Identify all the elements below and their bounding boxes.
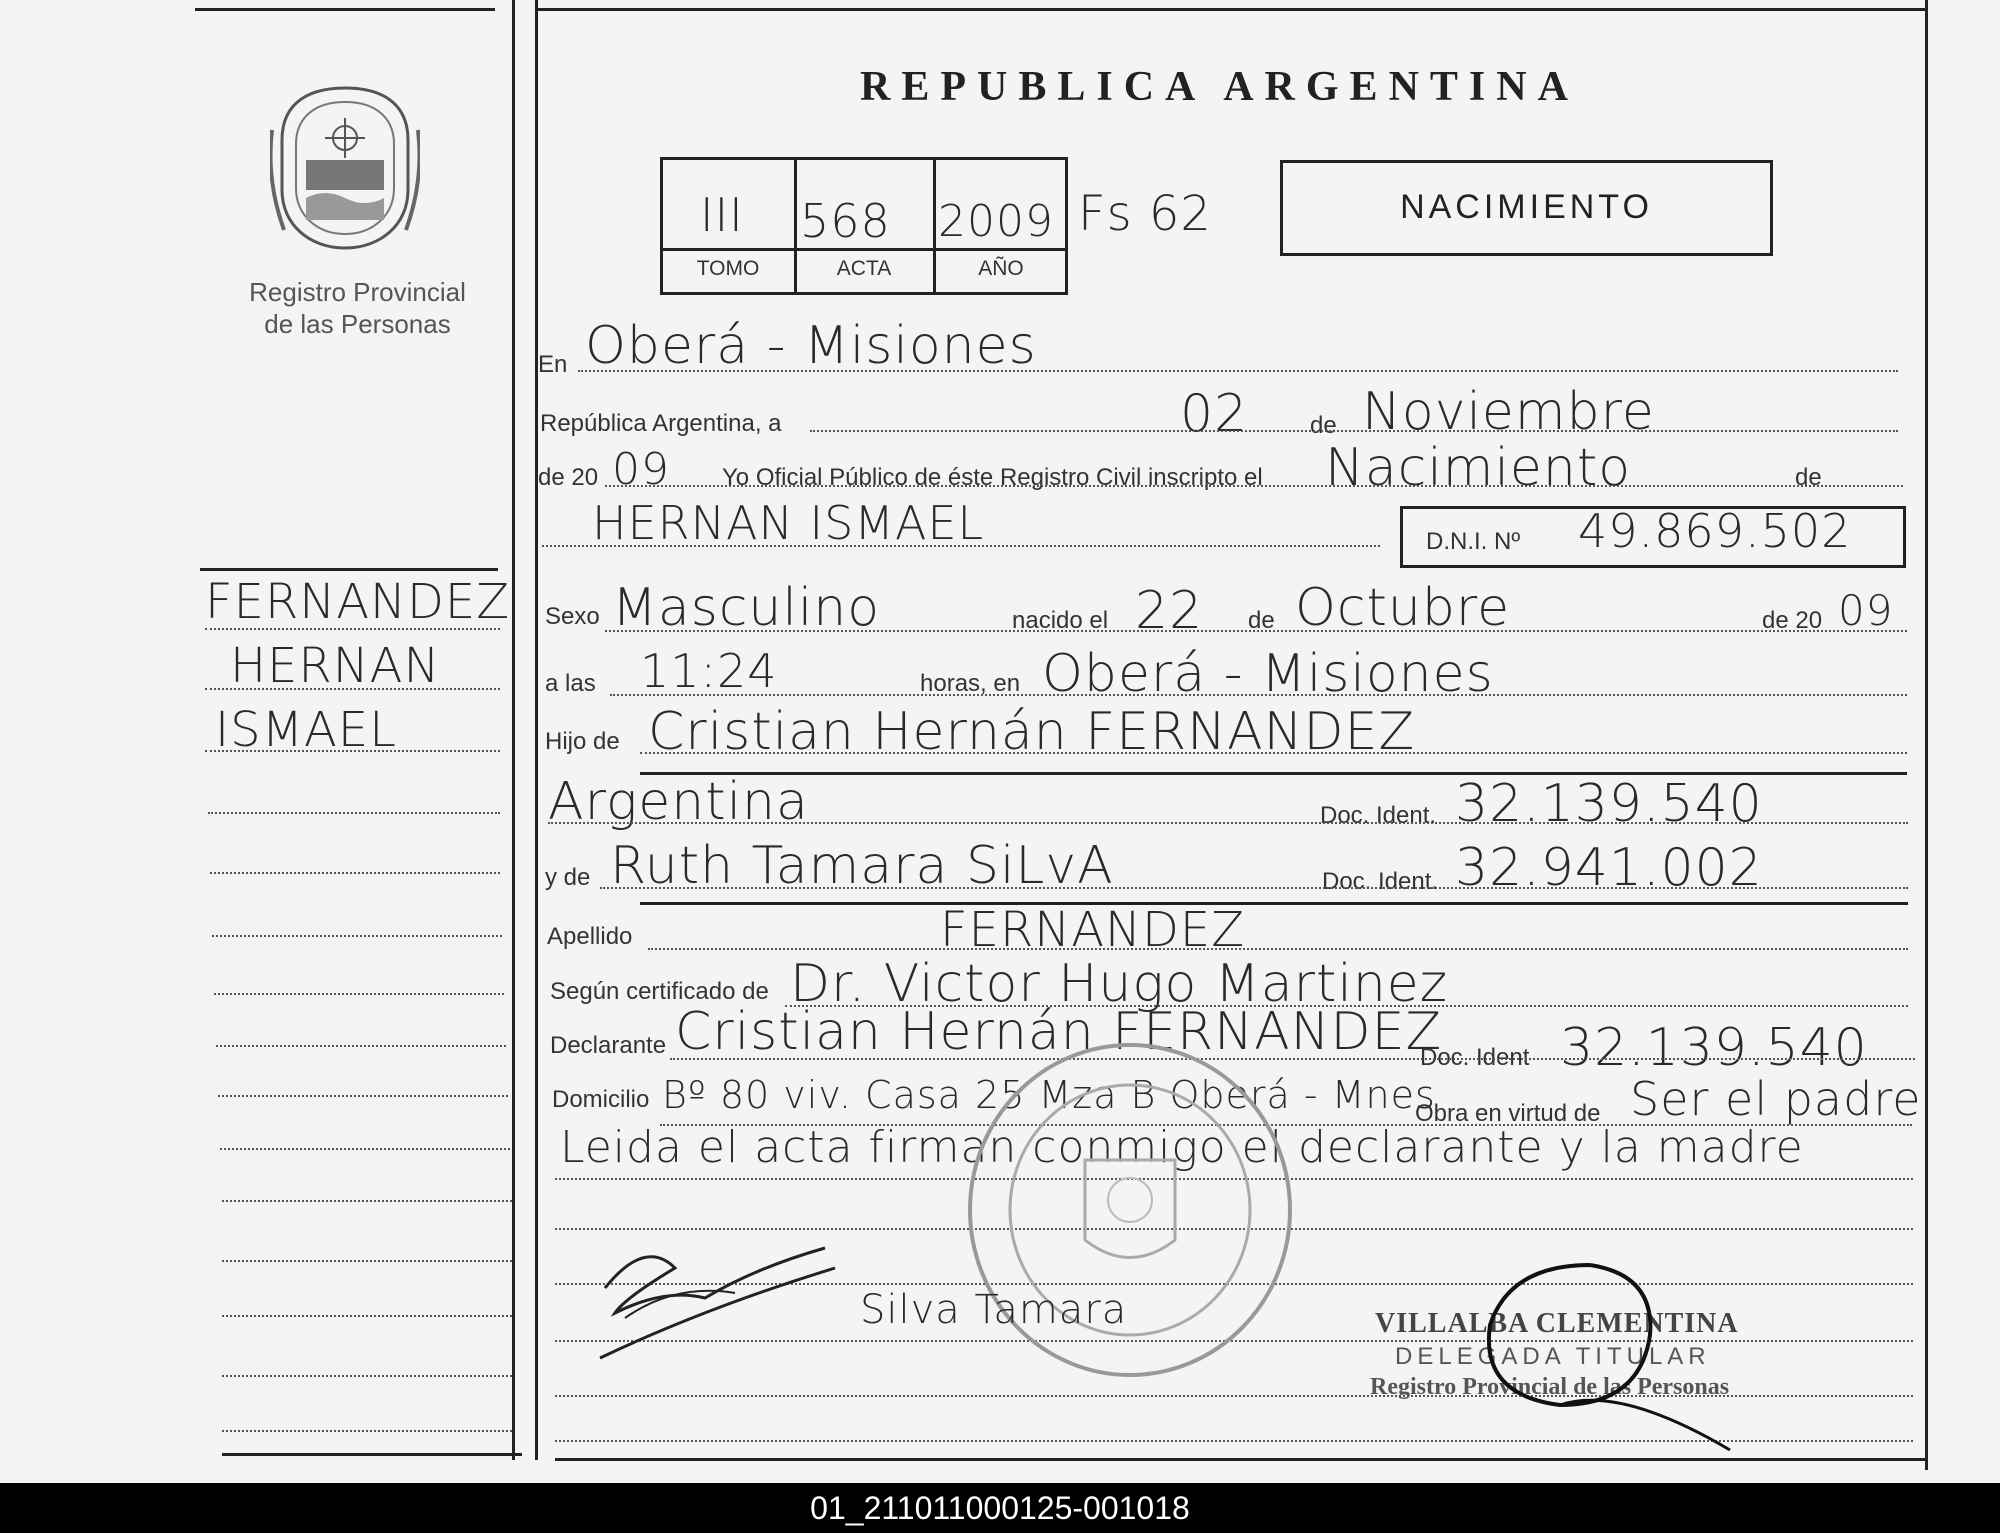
margin-dots xyxy=(222,1315,512,1317)
value-acto: Nacimiento xyxy=(1325,438,1632,498)
label-horas-en: horas, en xyxy=(920,670,1021,697)
label-en: En xyxy=(538,351,568,378)
value-hora: 11:24 xyxy=(640,644,778,698)
margin-name-1: FERNANDEZ xyxy=(205,574,511,630)
province-seal-icon xyxy=(270,80,420,255)
label-yo-oficial: Yo Oficial Público de éste Registro Civil inscripto el xyxy=(722,464,1263,491)
margin-dots xyxy=(208,812,500,814)
value-mes: Noviembre xyxy=(1362,382,1655,442)
folio-note: Fs 62 xyxy=(1078,186,1212,242)
label-nacido: nacido el xyxy=(1012,607,1109,634)
official-signature-icon xyxy=(1470,1245,1770,1465)
margin-rule-top xyxy=(200,568,498,571)
value-medico: Dr. Victor Hugo Martinez xyxy=(790,954,1449,1014)
label-segun: Según certificado de xyxy=(550,978,769,1005)
value-declarante: Cristian Hernán FERNANDEZ xyxy=(675,1002,1443,1062)
madre-rule xyxy=(640,902,1908,905)
value-padre: Cristian Hernán FERNANDEZ xyxy=(648,702,1416,762)
acta-value: 568 xyxy=(800,194,891,248)
label-sexo: Sexo xyxy=(545,603,600,630)
footer-id-bar xyxy=(0,1483,2000,1533)
form-top-rule xyxy=(535,8,1925,11)
margin-dots xyxy=(205,628,500,630)
record-box-rule xyxy=(660,248,1068,251)
value-firma-madre: Silva Tamara xyxy=(860,1287,1128,1333)
value-anio2: 09 xyxy=(612,444,670,495)
margin-dots xyxy=(222,1375,512,1377)
value-nac-lugar: Oberá - Misiones xyxy=(1042,644,1494,704)
margin-dots xyxy=(205,750,500,752)
form-right-border xyxy=(1925,0,1928,1470)
row-dots xyxy=(810,430,1898,432)
anio-value: 2009 xyxy=(938,196,1054,247)
registry-line-1: Registro Provincial xyxy=(249,277,466,307)
official-office: Registro Provincial de las Personas xyxy=(1370,1374,1730,1400)
margin-dots xyxy=(222,1200,512,1202)
value-declarante-doc: 32.139.540 xyxy=(1560,1018,1868,1078)
label-de-3: de xyxy=(1248,607,1275,634)
value-padre-nac: Argentina xyxy=(548,772,809,832)
label-doc-ident-3: Doc. Ident xyxy=(1420,1044,1530,1071)
country-title: REPUBLICA ARGENTINA xyxy=(860,64,1579,110)
value-lugar: Oberá - Misiones xyxy=(585,316,1037,376)
label-dni: D.N.I. Nº xyxy=(1426,528,1521,555)
form-left-border xyxy=(535,0,538,1460)
value-dni: 49.869.502 xyxy=(1578,504,1852,558)
label-republica: República Argentina, a xyxy=(540,410,782,437)
margin-name-3: ISMAEL xyxy=(215,702,397,758)
official-name: VILLALBA CLEMENTINA xyxy=(1375,1308,1739,1339)
label-a-las: a las xyxy=(545,670,596,697)
value-apellido: FERNANDEZ xyxy=(940,902,1246,958)
row-dots xyxy=(610,694,1907,696)
acta-label: ACTA xyxy=(836,257,892,280)
row-dots xyxy=(542,545,1380,547)
label-de: de xyxy=(1310,412,1337,439)
margin-dots xyxy=(220,1148,510,1150)
label-doc-ident-2: Doc. Ident. xyxy=(1322,868,1439,895)
margin-dots xyxy=(212,935,502,937)
row-dots xyxy=(605,485,1903,487)
row-dots xyxy=(648,948,1908,950)
value-nac-mes: Octubre xyxy=(1295,578,1511,638)
label-y-de: y de xyxy=(545,864,591,891)
label-hijo-de: Hijo de xyxy=(545,728,620,755)
registry-line-2: de las Personas xyxy=(264,309,451,339)
margin-dots xyxy=(205,688,500,690)
label-de20: de 20 xyxy=(538,464,599,491)
footer-id: 01_211011000125-001018 xyxy=(810,1490,1190,1526)
label-apellido: Apellido xyxy=(547,923,633,950)
official-title: DELEGADA TITULAR xyxy=(1395,1343,1711,1370)
row-dots xyxy=(640,752,1907,754)
label-domicilio: Domicilio xyxy=(552,1086,650,1113)
left-column-divider xyxy=(512,0,515,1460)
value-nac-anio: 09 xyxy=(1838,586,1894,635)
declarant-signature-icon xyxy=(585,1228,875,1368)
left-top-rule xyxy=(195,8,495,11)
label-de-2: de xyxy=(1795,464,1822,491)
label-obra: Obra en virtud de xyxy=(1415,1100,1601,1127)
margin-rule-bottom xyxy=(222,1453,522,1456)
row-dots xyxy=(548,822,1908,824)
value-nombre: HERNAN ISMAEL xyxy=(592,496,985,550)
row-dots xyxy=(600,887,1908,889)
value-madre-doc: 32.941.002 xyxy=(1455,838,1763,898)
value-domicilio: Bº 80 viv. Casa 25 Mza B Oberá - Mnes xyxy=(662,1073,1436,1117)
value-madre: Ruth Tamara SiLvA xyxy=(610,836,1114,896)
label-doc-ident: Doc. Ident. xyxy=(1320,802,1437,829)
record-type: NACIMIENTO xyxy=(1400,188,1653,226)
value-sexo: Masculino xyxy=(612,578,881,638)
row-dots xyxy=(578,370,1898,372)
value-nac-dia: 22 xyxy=(1135,581,1204,641)
margin-dots xyxy=(210,872,500,874)
anio-label: AÑO xyxy=(978,257,1024,280)
value-padre-doc: 32.139.540 xyxy=(1455,774,1763,834)
margin-dots xyxy=(218,1095,508,1097)
margin-dots xyxy=(222,1430,512,1432)
label-de20-b: de 20 xyxy=(1762,607,1823,634)
row-dots xyxy=(605,630,1907,632)
label-declarante: Declarante xyxy=(550,1032,667,1059)
margin-dots xyxy=(222,1260,512,1262)
tomo-label: TOMO xyxy=(696,257,760,280)
margin-dots xyxy=(216,1045,506,1047)
tomo-value: III xyxy=(700,188,744,242)
value-dia: 02 xyxy=(1180,384,1249,444)
margin-name-2: HERNAN xyxy=(230,638,441,694)
value-leida: Leida el acta firman conmigo el declarante y la madre xyxy=(560,1122,1804,1173)
margin-dots xyxy=(214,993,504,995)
value-obra: Ser el padre xyxy=(1630,1072,1922,1126)
